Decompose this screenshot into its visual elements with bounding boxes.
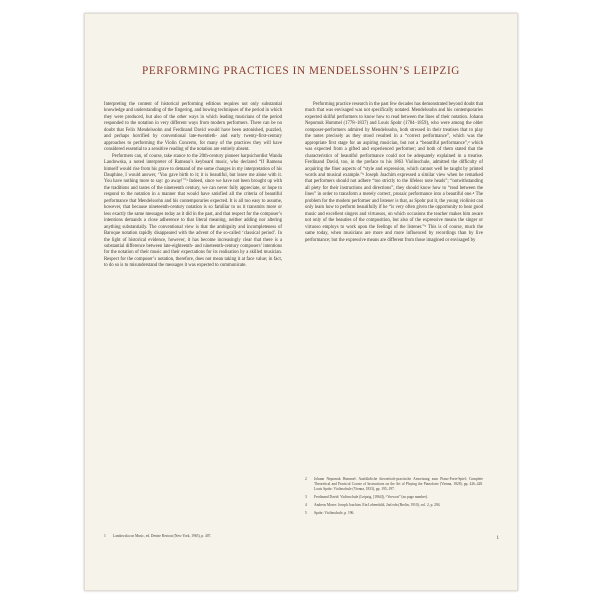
footnote-number: 5 [305,511,307,515]
footnote-number: 2 [305,477,307,481]
footnote [305,495,483,500]
footnote-text: Spohr: Violinschule, p. 196. [314,511,355,515]
footnote-number: 4 [305,503,307,507]
page-title: PERFORMING PRACTICES IN MENDELSSOHN’S LEIPZIG [142,65,460,77]
right-paragraph-1: Performing practice research in the past few decades has demonstrated beyond doubt that much that was envisaged was not specifically notated. Mendelssohn and his contemporaries expected skilful performers to know how to read between the lines of their notation. Johann Nepomuk Hummel (1778–1837) and Louis Spohr (1784–1859), who were among the older composer-performers admired by Mendelssohn, both stressed in their treatises that to play the notes precisely as they stood resulted in a “correct performance”, which was the appropriate first stage for an aspiring musician, but not a “beautiful performance”,² which was expected from a gifted and experienced performer; and both of them stated that the characteristics of beautiful performance could not be adequately explained in a treatise. Ferdinand David, too, in the preface to his 1863 Violinschule, admitted the difficulty of acquiring the finer aspects of “style and expression, which cannot well be taught by printed words and musical example.”³ Joseph Joachim expressed a similar view when he remarked that performers should not adhere “too strictly to the lifeless note heads”; “notwithstanding all piety for their instructions and directions”, they should know how to “read between the lines” in order to transform a merely correct, prosaic performance into a beautiful one.⁴ The problem for the modern performer and listener is that, as Spohr put it, the young violinist can only learn how to perform beautifully if he “is very often given the opportunity to hear good music and excellent singers and virtuosos, on which occasions the teacher makes him aware not only of the beauties of the composition, but also of the expressive means the singer or virtuoso employs to work upon the feelings of the listener.”⁵ This is of course, much the same today, when musicians are more and more influenced by recordings than by live performance; but the expressive means are different from those imagined or envisaged by [305,102,483,243]
page-number: 1 [496,536,499,541]
footnote [305,511,483,516]
footnote-text: Johann Nepomuk Hummel: Ausführliche theoretisch-practische Anweisung zum Piano-Forte-Spiel; Complete Theoretical and Practical Course of Instructions on the Art of Playing the Pianoforte (Vienna, 1828), pp. 426–428. Louis Spohr: Violinschule (Vienna, 1833), pp. 195–197. [314,477,483,491]
footnote-number: 3 [305,495,307,499]
footnotes-left [104,534,282,542]
left-paragraph-1: Interpreting the content of historical performing editions requires not only substantial knowledge and understanding of the fingering, and bowing techniques of the period in which they were produced, but also of the other ways in which leading musicians of the period responded to the notation in very different ways from modern performers. There can be no doubt that Felix Mendelssohn and Ferdinand David would have been astonished, puzzled, and perhaps horrified by conventional late-twentieth- and early twenty-first-century approaches to performing the Violin Concerto, for many of the practices they will have considered essential to a sensitive reading of the notation are entirely absent. [104,102,282,153]
footnote-number: 1 [104,534,106,538]
footnote [305,503,483,508]
footnote-text: Ferdinand David: Violinschule (Leipzig, [1864]), “Vorwort” (no page number). [314,495,428,499]
footnote-text: Landowska on Music, ed. Denise Restout (New York, 1965), p. 407. [113,534,212,538]
footnote [104,534,282,539]
left-paragraph-2: Performers can, of course, take stance to the 20th-century pioneer harpsichordist Wanda Landowska, a noted interpreter of Rameau’s keyboard music, who declared “If Rameau himself would rise from his grave to demand of me some changes in my interpretation of his Dauphine, I would answer, ‘You gave birth to it; it is beautiful, but leave me alone with it. You have nothing more to say: go away!’”¹ Indeed, since we have not been brought up with the traditions and tastes of the nineteenth century, we can never fully appreciate, or hope to respond to the notation in a manner that would have satisfied all the criteria of beautiful performance that Mendelssohn and his contemporaries expected. It is all too easy to assume, however, that because nineteenth-century notation is so familiar to us it transmits more or less exactly the same messages today as it did in the past, and that respect for the composer’s intentions demands a close adherence to that literal meaning, neither adding nor altering anything substantially. The conventional view is that the ambiguity and incompleteness of Baroque notation rapidly disappeared with the advent of the so-called ‘classical period’. In the light of historical evidence, however, it has become increasingly clear that there is a substantial difference between late-eighteenth- and nineteenth-century composers’ intentions for the notation of their music and their expectations for its realisation by a skilled musician. Respect for the composer’s notation, therefore, does not mean taking it at face value; in fact, to do so is to misunderstand the messages it was expected to communicate. [104,153,282,269]
right-column [305,102,483,244]
left-column [104,102,282,270]
footnote [305,477,483,492]
footnotes-right [305,477,483,519]
footnote-text: Andreas Moser: Joseph Joachim. Ein Lebensbild, 2nd edn (Berlin, 1910), vol. 2, p. 294. [314,503,441,507]
book-page [84,13,518,591]
